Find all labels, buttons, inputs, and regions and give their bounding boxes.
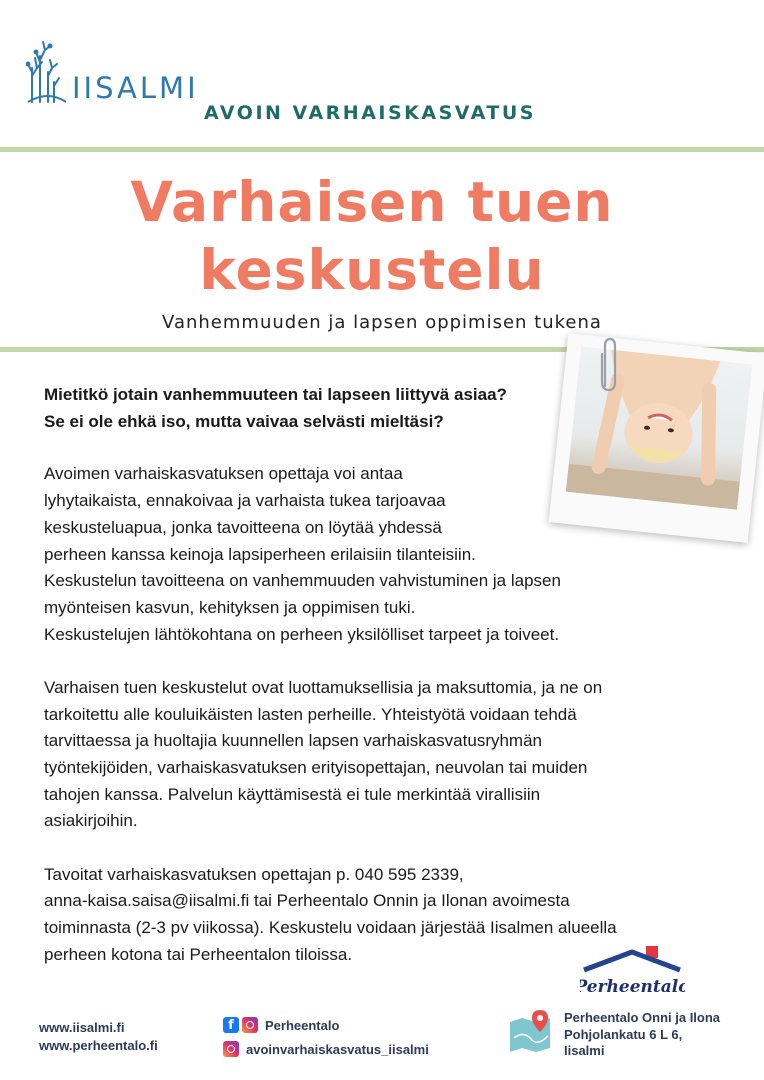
social-label: Perheentalo: [265, 1017, 340, 1033]
instagram-icon: [223, 1041, 239, 1057]
text-line: perheen kanssa keinoja lapsiperheen erilaisiin tilanteisiin.: [44, 544, 476, 564]
lead-line: Mietitkö jotain vanhemmuuteen tai lapseen liittyvä asiaa?: [44, 385, 507, 404]
text-line: Keskustelun tavoitteena on vanhemmuuden vahvistuminen ja lapsen: [44, 571, 561, 591]
website-link-iisalmi[interactable]: www.iisalmi.fi: [39, 1020, 125, 1035]
facebook-icon: f: [223, 1017, 239, 1033]
footer-links: [39, 1019, 158, 1055]
address-line: Pohjolankatu 6 L 6,: [564, 1026, 683, 1042]
lead-question: [44, 382, 704, 435]
tree-logo-icon: [26, 38, 70, 104]
instagram-icon: [242, 1017, 258, 1033]
website-link-perheentalo[interactable]: www.perheentalo.fi: [39, 1038, 158, 1053]
address-line: Perheentalo Onni ja Ilona: [564, 1010, 721, 1025]
text-line: tarkoitettu alle kouluikäisten lasten perheille. Yhteistyötä voidaan tehdä: [44, 704, 577, 724]
top-divider: [0, 147, 764, 152]
text-line: anna-kaisa.saisa@iisalmi.fi tai Perheentalo Onnin ja Ilonan avoimesta: [44, 891, 570, 911]
text-line: lyhytaikaista, ennakoivaa ja varhaista tukea tarjoavaa: [44, 491, 446, 511]
main-content: [44, 382, 704, 995]
perheentalo-logo-text: Perheentalo: [580, 977, 685, 997]
text-line: Avoimen varhaiskasvatuksen opettaja voi antaa: [44, 464, 403, 484]
text-line: Keskustelujen lähtökohtana on perheen yksilölliset tarpeet ja toiveet.: [44, 624, 560, 644]
text-line: tarvittaessa ja huoltajia kuunnellen lapsen varhaiskasvatusryhmän: [44, 731, 543, 751]
social-label: avoinvarhaiskasvatus_iisalmi: [246, 1041, 429, 1057]
text-line: keskusteluapua, jonka tavoitteena on löytää yhdessä: [44, 517, 442, 537]
text-line: Varhaisen tuen keskustelut ovat luottamuksellisia ja maksuttomia, ja ne on: [44, 677, 603, 697]
lead-line: Se ei ole ehkä iso, mutta vaivaa selvästi mieltäsi?: [44, 411, 444, 431]
text-line: työntekijöiden, varhaiskasvatuksen erityisopettajan, neuvolan tai muiden: [44, 757, 588, 777]
section-label: AVOIN VARHAISKASVATUS: [204, 102, 536, 124]
text-line: tahojen kanssa. Palvelun käyttämisestä ei tule merkintää virallisiin: [44, 784, 541, 804]
text-line: Tavoitat varhaiskasvatuksen opettajan p. 040 595 2339,: [44, 864, 464, 884]
title-line-2: keskustelu: [199, 238, 545, 302]
text-line: toiminnasta (2-3 pv viikossa). Keskustelu voidaan järjestää Iisalmen alueella: [44, 917, 617, 937]
map-pin-icon: [508, 1008, 552, 1052]
perheentalo-logo[interactable]: [580, 944, 685, 1004]
social-links: [223, 1016, 429, 1064]
title-line-1: Varhaisen tuen: [130, 170, 614, 234]
address: [564, 1010, 754, 1060]
house-icon: [580, 944, 685, 1004]
address-line: Iisalmi: [564, 1043, 605, 1058]
paragraph-1: [44, 461, 704, 648]
paragraph-2: [44, 675, 704, 835]
iisalmi-logo[interactable]: [26, 38, 199, 105]
text-line: asiakirjoihin.: [44, 811, 138, 831]
text-line: myönteisen kasvun, kehityksen ja oppimisen tuki.: [44, 597, 416, 617]
social-row-perheentalo[interactable]: [223, 1016, 429, 1034]
social-row-avoinvarhaiskasvatus[interactable]: [223, 1040, 429, 1058]
page-title: [0, 168, 754, 304]
text-line: perheen kotona tai Perheentalon tiloissa.: [44, 944, 353, 964]
page-subtitle: Vanhemmuuden ja lapsen oppimisen tukena: [162, 312, 602, 333]
logo-text: IISALMI: [72, 71, 199, 105]
